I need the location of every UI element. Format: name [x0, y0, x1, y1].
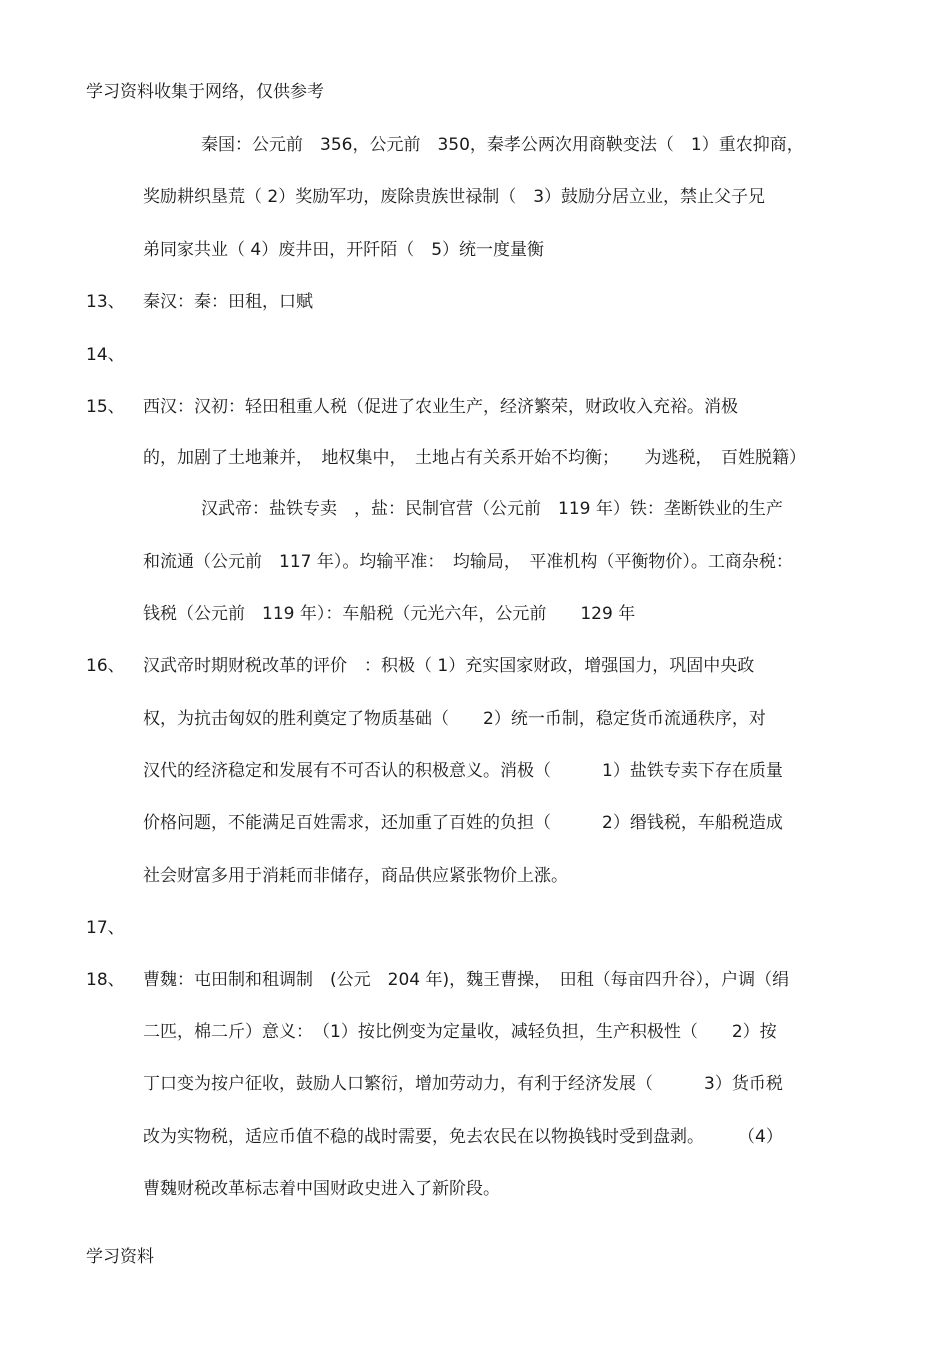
text-line: 权，为抗击匈奴的胜利奠定了物质基础（ 2）统一币制，稳定货币流通秩序，对: [143, 709, 766, 729]
text-line: 社会财富多用于消耗而非储存，商品供应紧张物价上涨。: [143, 866, 568, 886]
text-line: 二匹，棉二斤）意义： （1）按比例变为定量收，减轻负担，生产积极性（ 2）按: [143, 1022, 777, 1042]
text-line: 丁口变为按户征收，鼓励人口繁衍，增加劳动力，有利于经济发展（ 3）货币税: [143, 1074, 783, 1094]
text-line: 汉武帝：盐铁专卖 ，盐：民制官营（公元前 119 年）铁：垄断铁业的生产: [201, 499, 783, 519]
page-header: 学习资料收集于网络，仅供参考: [86, 82, 324, 102]
text-line: 的，加剧了土地兼并， 地权集中， 土地占有关系开始不均衡； 为逃税， 百姓脱籍）: [143, 448, 806, 468]
text-line: 秦国：公元前 356，公元前 350，秦孝公两次用商鞅变法（ 1）重农抑商，: [201, 135, 804, 155]
item-number: 16、: [86, 656, 125, 676]
text-line: 奖励耕织垦荒（ 2）奖励军功，废除贵族世禄制（ 3）鼓励分居立业，禁止父子兄: [143, 187, 766, 207]
page-footer: 学习资料: [86, 1247, 154, 1267]
item-number: 14、: [86, 345, 125, 365]
text-line: 曹魏：屯田制和租调制 (公元 204 年)，魏王曹操， 田租（每亩四升谷），户调（绢: [143, 970, 790, 990]
text-line: 汉代的经济稳定和发展有不可否认的积极意义。消极（ 1）盐铁专卖下存在质量: [143, 761, 783, 781]
item-number: 17、: [86, 918, 125, 938]
item-number: 13、: [86, 292, 125, 312]
text-line: 价格问题，不能满足百姓需求，还加重了百姓的负担（ 2）缗钱税，车船税造成: [143, 813, 783, 833]
item-number: 15、: [86, 397, 125, 417]
text-line: 弟同家共业（ 4）废井田，开阡陌（ 5）统一度量衡: [143, 240, 545, 260]
text-line: 钱税（公元前 119 年）：车船税（元光六年，公元前 129 年: [143, 604, 636, 624]
text-line: 和流通（公元前 117 年）。均输平准： 均输局， 平准机构（平衡物价）。工商杂税：: [143, 552, 793, 572]
text-line: 曹魏财税改革标志着中国财政史进入了新阶段。: [143, 1179, 500, 1199]
text-line: 汉武帝时期财税改革的评价 ：积极（ 1）充实国家财政，增强国力，巩固中央政: [143, 656, 755, 676]
text-line: 秦汉：秦：田租，口赋: [143, 292, 313, 312]
text-line: 改为实物税，适应币值不稳的战时需要，免去农民在以物换钱时受到盘剥。 （4）: [143, 1127, 783, 1147]
item-number: 18、: [86, 970, 125, 990]
text-line: 西汉：汉初：轻田租重人税（促进了农业生产，经济繁荣，财政收入充裕。消极: [143, 397, 738, 417]
